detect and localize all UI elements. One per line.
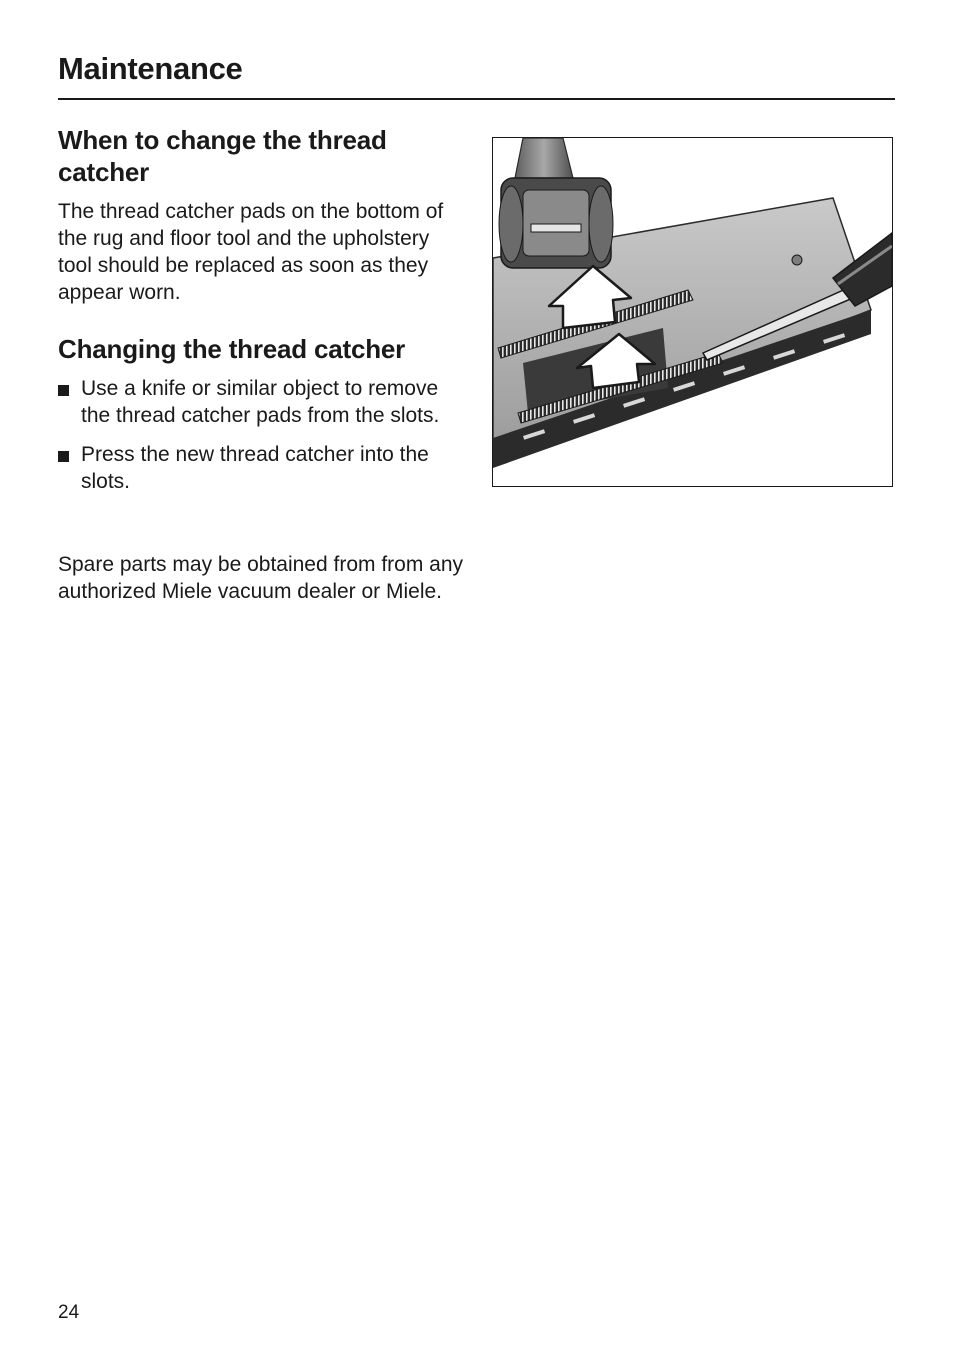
- square-bullet-icon: [58, 385, 69, 396]
- square-bullet-icon: [58, 451, 69, 462]
- section-heading-when-to-change: When to change the thread catcher: [58, 125, 387, 187]
- title-divider: [58, 98, 895, 100]
- list-item: [58, 441, 468, 495]
- steps-list: [58, 375, 468, 495]
- step-text: Use a knife or similar object to remove the thread catcher pads from the slots.: [81, 377, 440, 427]
- step-text: Press the new thread catcher into the slots.: [81, 443, 429, 493]
- vacuum-floor-tool-illustration: [493, 138, 892, 486]
- page-number: 24: [58, 1302, 80, 1323]
- section-heading-changing: Changing the thread catcher: [58, 334, 406, 364]
- neck-shape: [515, 138, 573, 178]
- list-item: [58, 375, 468, 429]
- text-column: [58, 124, 468, 605]
- illustration-frame: [492, 137, 893, 487]
- spare-parts-note: Spare parts may be obtained from from any authorized Miele vacuum dealer or Miele.: [58, 553, 464, 603]
- section-body-when-to-change: The thread catcher pads on the bottom of the rug and floor tool and the upholstery tool should be replaced as soon as they appear worn.: [58, 200, 444, 304]
- page-title: Maintenance: [58, 51, 243, 86]
